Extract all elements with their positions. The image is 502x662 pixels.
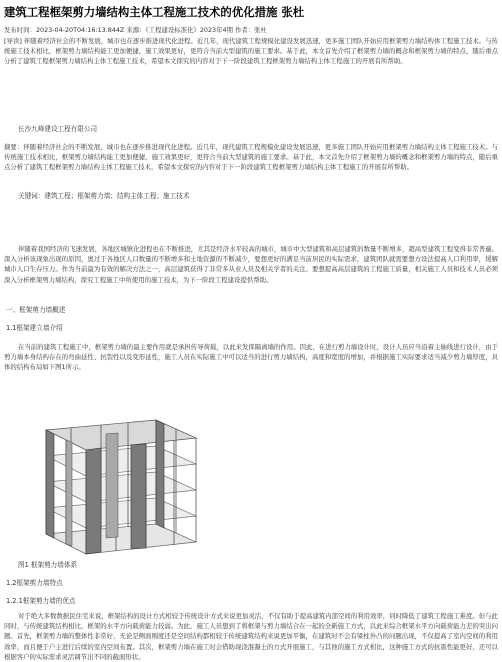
section-1-1-paragraph: 在当前的建筑工程施工中，框架剪力墙的最主要作用就是承担传导荷载，以此来发挥隔离墙的作用。因此，在进行剪力墙设计时，设计人员应当沿着主轴线进行设计，由于剪力墙本身结构存在的弯曲延性、抗裂性以及变形延性，施工人员在实际施工中可以适当的进行剪力墙结构，高度和宽度的增加，并根据施工实际要求适当减少剪力墙厚度，具体的结构布局如下图1所示。	[4, 343, 498, 372]
section-heading-1-2: 1.2框架剪力墙特点	[6, 579, 63, 587]
article-guide: [导读] 伴随着经济社会的不断发展，城市也在逐步推进现代化进程。近几年，现代建筑工程规模化建设发展迅速，更多施工团队开始应用框架剪力墙结构体工程施工技术。与传统施工技术相比，框架剪力墙结构能工更加便捷，施工效果更好，更符合当前大型建筑的施工要求。基于此，本文首先介绍了框架剪力墙的概念和框架剪力墙的特点，随后重点分析了建筑工程框架剪力墙结构主体工程施工技术，希望本文探究的内容对于下一阶段建筑工程框架剪力墙结构主体工程施工的开展有所帮助。	[4, 37, 498, 66]
frame-shear-wall-figure	[6, 412, 202, 556]
section-heading-1-1: 1.1框架建立墙介绍	[6, 324, 63, 332]
section-1-2-1-paragraph: 对于绝大多数数据民住宅来说，框架结构的设计方式相较于传统设计方式来说更加灵活，不仅有助于提高建筑内部空间的利用效率，同时降低了建筑工程施工难度。但与此同时，与传统建筑结构相比，框架的水平方向载荷能力较弱。为此，施工人员想到了将框架与剪力墙结合在一起的全新施工方式，以此来综合框架水平方向载荷能力差的突出问题。首先，框架剪力墙的整体性非常好，无论是侧面刚度还是空间结构都相较于传统建筑结构来说更加平衡，在建筑时不会有梁柱外凸的问题出现，不仅提高了室内空间的利用效率，而且便于户主进行后续的室内空间布置。其次，框架剪力墙在施工时会借助现浇混凝土的方式开展施工，与其他的施工方式相比，这种施工方式的抗震性能更好，还可以根据客户的实际需求灵活调节出不同的截面形状。	[4, 612, 498, 661]
section-heading-1: 一、框架剪力墙概述	[6, 306, 66, 314]
keywords: 关键词：建筑工程；框架剪力墙；结构主体工程；施工技术	[18, 192, 190, 200]
affiliation: 长沙九峰建设工程有限公司	[18, 125, 98, 133]
publish-meta: 发布时间：2023-04-20T04:16:13.844Z 来源：《工程建设标准化》2023年4期 作者：张杜	[4, 26, 267, 34]
building-frame-illustration	[6, 412, 202, 556]
figure-caption: 图1 框架剪力墙体系	[18, 561, 78, 569]
section-heading-1-2-1: 1.2.1框架剪力墙的优点	[6, 597, 76, 605]
abstract: 摘要：伴随着经济社会的不断发展，城市也在逐步推进现代化进程。近几年，现代建筑工程规模化建设发展迅速，更多施工团队开始应用框架剪力墙结构主体工程施工技术。与传统施工技术相比，框架剪力墙结构能工更加便捷，施工效果更好，更符合当前大型建筑的施工要求。基于此，本文首先介绍了框架剪力墙的概念和框架剪力墙的特点，随后重点分析了建筑工程框架剪力墙结构主体工程施工技术，希望本文探究的内容对于下一阶段建筑工程框架剪力墙结构主体工程施工的开展有所帮助。	[4, 143, 498, 172]
intro-paragraph: 伴随着我国经济的飞速发展，各地区城镇化进程也在不断推进，尤其是经济水平较高的城市，城市中大型建筑和高层建筑的数量不断增多，超高型建筑工程变得非常普遍。深入分析该现象出现的原因，奥过于各地区人口数量的不断增多和土地资源的不断减少，要想更好的满足当前居民的实际需求，建筑团队就需要想方设法提高人口利用率，缓解城市人口生存压力。作为当前最为有效的解决方法之一，高层建筑获得了非常多从业人员及相关学者的关注。要想提高高层建筑的工程施工质量，相关施工人员和技术人员必须深入分析框架剪力墙结构，探究工程施工中所使用的施工技术，为下一阶段工程建设提供帮助。	[4, 245, 498, 284]
article-title: 建筑工程框架剪力墙结构主体工程施工技术的优化措施 张杜	[4, 5, 305, 19]
